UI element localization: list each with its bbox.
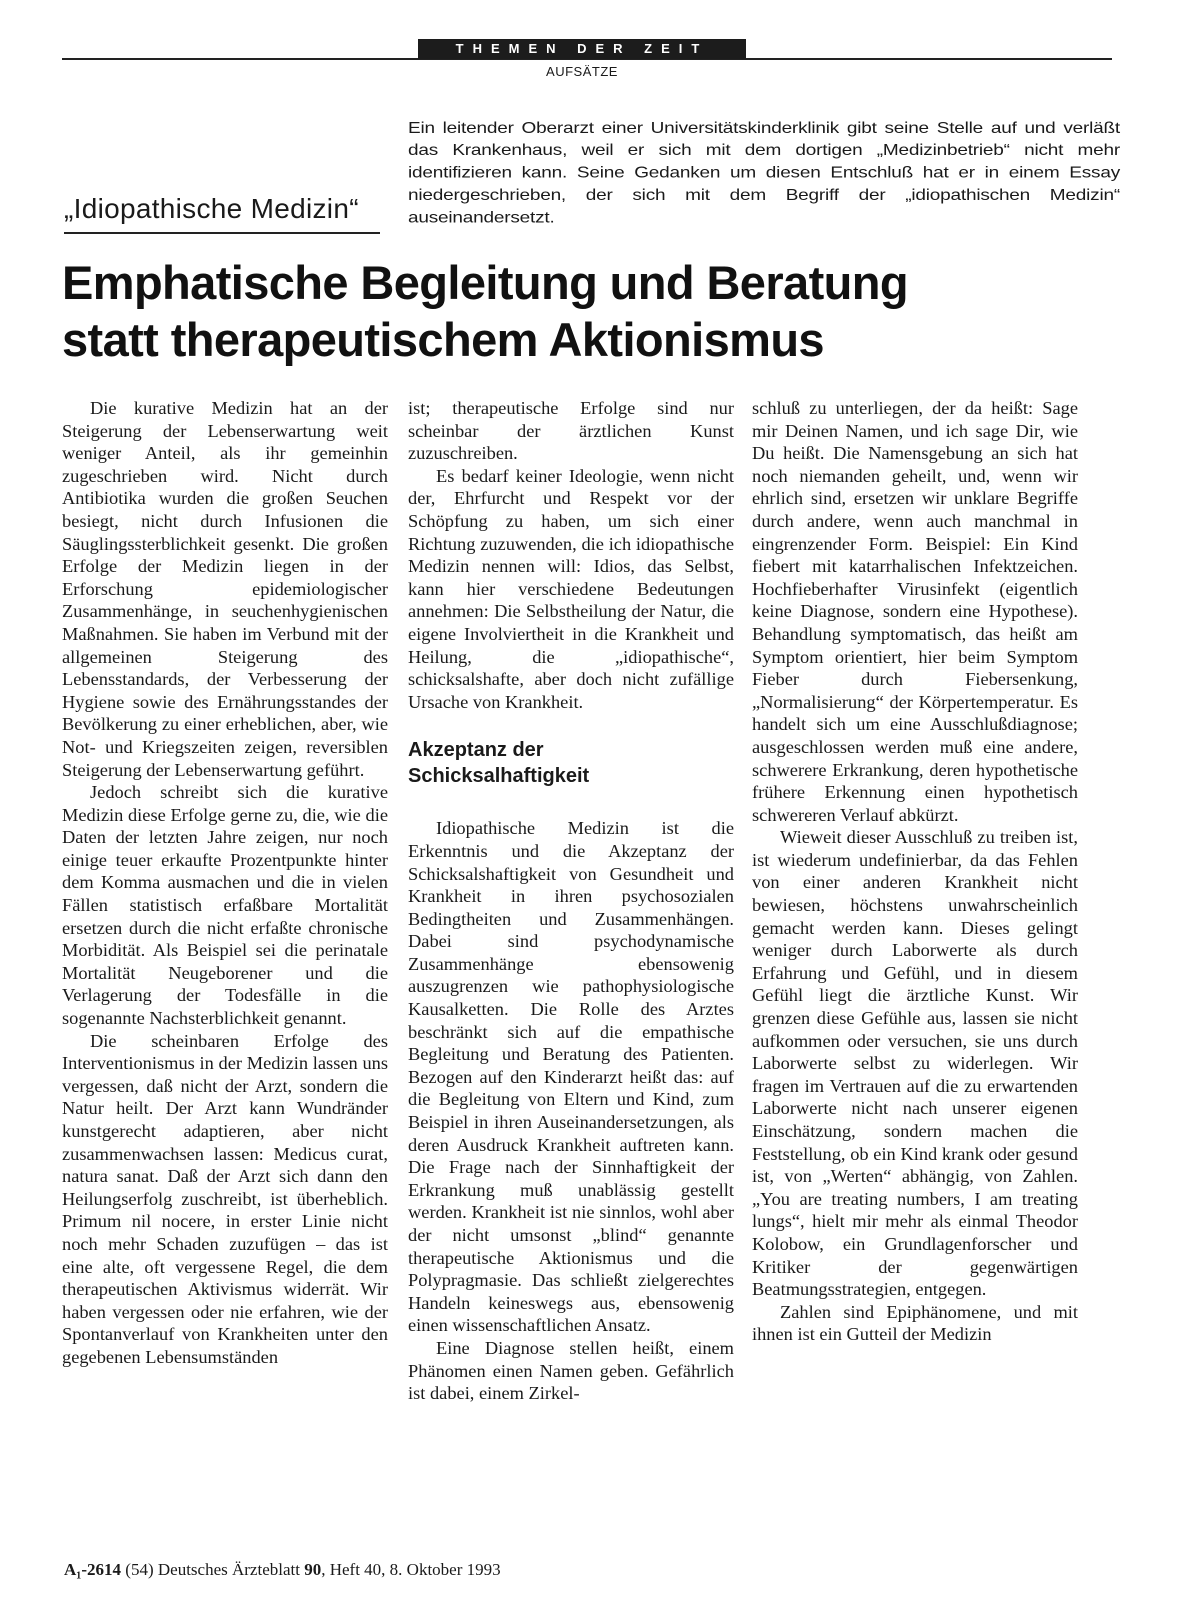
subheading-line-1: Akzeptanz der bbox=[408, 739, 544, 762]
page-footer bbox=[64, 1560, 501, 1580]
section-label: THEMEN DER ZEIT bbox=[418, 39, 746, 59]
body-column-3 bbox=[752, 397, 1078, 1346]
kicker-rule bbox=[64, 232, 380, 234]
subheading bbox=[408, 737, 734, 789]
article-kicker: „Idiopathische Medizin“ bbox=[64, 193, 359, 224]
paragraph: Jedoch schreibt sich die kurative Medizin diese Erfolge gerne zu, die, wie die Daten der letzten Jahre zeigen, nur noch einige teuer erkaufte Prozentpunkte hinter dem Komma ausmachen und die in vielen Fällen statistisch erfaßbare Mortalität ersetzen durch die nicht erfaßte chronische Morbidität. Als Beispiel sei die perinatale Mortalität Neugeborener und die Verlagerung der Todesfälle in die sogenannte Nachsterblichkeit genannt. bbox=[62, 782, 388, 1029]
paragraph: Die scheinbaren Erfolge des Interventionismus in der Medizin lassen uns vergessen, daß nicht der Arzt, sondern die Natur heilt. Der Arzt kann Wundränder kunstgerecht adaptieren, aber nicht zusammenwachsen lassen: Medicus curat, natura sanat. Daß der Arzt sich dann den Heilungserfolg zuschreibt, ist überheblich. Primum nil nocere, in erster Linie nicht noch mehr Schaden zuzufügen – das ist eine alte, oft vergessene Regel, die dem therapeutischen Aktivismus widerrät. Wir haben vergessen oder nie erfahren, wie der Spontanverlauf von Krankheiten unter den gegebenen Lebensumständen bbox=[62, 1030, 388, 1367]
subheading-line-2: Schicksalhaftigkeit bbox=[408, 765, 590, 788]
headline-line-1: Emphatische Begleitung und Beratung bbox=[62, 256, 908, 309]
issue-date: Heft 40, 8. Oktober 1993 bbox=[329, 1560, 501, 1579]
body-column-1 bbox=[62, 397, 388, 1369]
subsection-label: AUFSÄTZE bbox=[546, 64, 618, 79]
paragraph: Wieweit dieser Ausschluß zu treiben ist, ist wiederum undefinierbar, da das Fehlen von einer anderen Krankheit nicht bewiesen, höchstens unwahrscheinlich gemacht werden kann. Dieses gelingt weniger durch Laborwerte als durch Erfahrung und Gefühl, und in diesem Gefühl liegt die ärztliche Kunst. Wir grenzen diese Gefühle aus, lassen sie nicht aufkommen oder versuchen, sie uns durch Laborwerte selbst zu widerlegen. Wir fragen im Vertrauen auf die zu erwartenden Laborwerte nicht nach unserer eigenen Einschätzung, sondern machen die Feststellung, ob ein Kind krank oder gesund ist, von „Werten“ abhängig, von Zahlen. „You are treating numbers, I am treating lungs“, hielt mir mehr als einmal Theodor Kolobow, ein Grundlagenforscher und Kritiker der gegenwärtigen Beatmungsstrategien, entgegen. bbox=[752, 827, 1078, 1300]
article-teaser: Ein leitender Oberarzt einer Universitätskinderklinik gibt seine Stelle auf und verläßt das Krankenhaus, weil er sich mit dem dortigen „Medizinbetrieb“ nicht mehr identifizieren kann. Seine Gedanken um diesen Entschluß hat er in einem Essay niedergeschrieben, der sich mit dem Begriff der „idiopathischen Medizin“ auseinandersetzt. bbox=[408, 119, 1120, 227]
article-headline bbox=[62, 254, 1132, 368]
paragraph: Es bedarf keiner Ideologie, wenn nicht der, Ehrfurcht und Respekt vor der Schöpfung zu haben, um sich einer Richtung zuzuwenden, die ich idiopathische Medizin nennen will: Idios, das Selbst, kann hier verschiedene Bedeutungen annehmen: Die Selbstheilung der Natur, die eigene Involviertheit in die Krankheit und Heilung, die „idiopathische“, schicksalshafte, aber doch nicht zufällige Ursache von Krankheit. bbox=[408, 465, 734, 712]
publication-name: (54) Deutsches Ärzteblatt bbox=[125, 1560, 300, 1579]
body-column-2 bbox=[408, 397, 734, 1405]
page-number: A₁-2614 bbox=[64, 1560, 122, 1579]
paragraph: Idiopathische Medizin ist die Erkenntnis und die Akzeptanz der Schicksalshaftigkeit von Gesundheit und Krankheit in ihren psychosozialen Bedingtheiten und Zusammenhängen. Dabei sind psychodynamische Zusammenhänge ebensowenig auszugrenzen wie pathophysiologische Kausalketten. Die Rolle des Arztes beschränkt sich auf die empathische Begleitung und Beratung des Patienten. Bezogen auf den Kinderarzt heißt das: auf die Begleitung von Eltern und Kind, zum Beispiel in ihren Auseinandersetzungen, als deren Ausdruck Krankheit auftreten kann. Die Frage nach der Sinnhaftigkeit der Erkrankung muß unablässig gestellt werden. Krankheit ist nie sinnlos, wohl aber der nicht umsonst „blind“ genannte therapeutische Aktionismus und die Polypragmasie. Das schließt zielgerechtes Handeln keineswegs aus, ebensowenig einen wissenschaftlichen Ansatz. bbox=[408, 818, 734, 1336]
paragraph: ist; therapeutische Erfolge sind nur scheinbar der ärztlichen Kunst zuzuschreiben. bbox=[408, 398, 734, 464]
paragraph: Eine Diagnose stellen heißt, einem Phänomen einen Namen geben. Gefährlich ist dabei, einem Zirkel- bbox=[408, 1337, 734, 1404]
paragraph: Die kurative Medizin hat an der Steigerung der Lebenserwartung weit weniger Anteil, als ihr gemeinhin zugeschrieben wird. Nicht durch Antibiotika wurden die großen Seuchen besiegt, nicht durch Infusionen die Säuglingssterblichkeit gesenkt. Die großen Erfolge der Medizin liegen in der Erforschung epidemiologischer Zusammenhänge, in seuchenhygienischen Maßnahmen. Sie haben im Verbund mit der allgemeinen Steigerung des Lebensstandards, der Verbesserung der Hygiene sowie des Ernährungsstandes der Bevölkerung zu einer erheblichen, aber, wie Not- und Kriegszeiten zeigen, reversiblen Steigerung der Lebenserwartung geführt. bbox=[62, 398, 388, 780]
volume-number: 90 bbox=[304, 1560, 322, 1579]
paragraph: schluß zu unterliegen, der da heißt: Sage mir Deinen Namen, und ich sage Dir, wie Du heißt. Die Namensgebung an sich hat noch niemanden geheilt, und, wenn wir ehrlich sind, ersetzen wir unklare Begriffe durch andere, wenn auch manchmal in eingrenzender Form. Beispiel: Ein Kind fiebert mit katarrhalischen Infektzeichen. Hochfieberhafter Virusinfekt (eigentlich keine Diagnose, sondern eine Hypothese). Behandlung symptomatisch, das heißt am Symptom orientiert, hier beim Symptom Fieber durch Fiebersenkung, „Normalisierung“ der Körpertemperatur. Es handelt sich um eine Ausschlußdiagnose; ausgeschlossen werden muß eine andere, schwerere Erkrankung, deren hypothetische frühere Erkennung einen hypothetisch schwereren Verlauf abkürzt. bbox=[752, 398, 1078, 825]
headline-line-2: statt therapeutischem Aktionismus bbox=[62, 313, 824, 366]
paragraph: Zahlen sind Epiphänomene, und mit ihnen ist ein Gutteil der Medizin bbox=[752, 1301, 1078, 1345]
volume-separator: , bbox=[321, 1560, 326, 1579]
